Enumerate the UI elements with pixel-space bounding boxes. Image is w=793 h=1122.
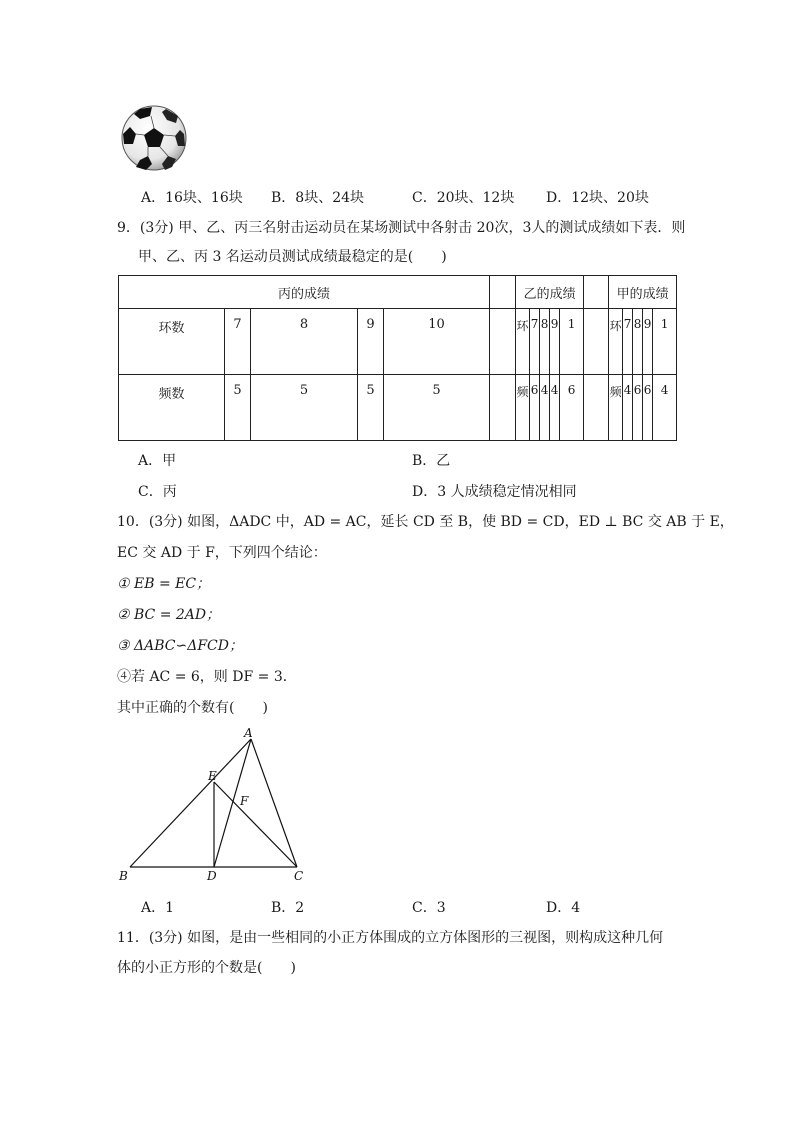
q9-option-c: C．丙 bbox=[138, 484, 177, 500]
yi-freq: 4 bbox=[540, 375, 550, 441]
freq-label: 频数 bbox=[119, 375, 225, 441]
jia-ring: 8 bbox=[633, 309, 643, 375]
q9-option-a: A．甲 bbox=[138, 453, 177, 469]
jia-freq-label: 频 bbox=[609, 375, 623, 441]
q9-option-d: D．3 人成绩稳定情况相同 bbox=[412, 484, 577, 500]
ring-label: 环数 bbox=[119, 309, 225, 375]
bing-freq: 5 bbox=[384, 375, 490, 441]
jia-freq: 4 bbox=[623, 375, 633, 441]
q10-option-c: C．3 bbox=[412, 900, 446, 916]
table-spacer bbox=[584, 276, 609, 309]
yi-header: 乙的成绩 bbox=[516, 276, 584, 309]
table-spacer bbox=[490, 309, 516, 375]
label-f: F bbox=[240, 794, 249, 808]
yi-freq: 6 bbox=[530, 375, 540, 441]
q10-option-d: D．4 bbox=[546, 900, 581, 916]
q10-conclusion-4: ④若 AC = 6，则 DF = 3． bbox=[117, 669, 297, 685]
label-b: B bbox=[119, 869, 128, 883]
table-spacer bbox=[490, 276, 516, 309]
q10-conclusion-2: ② BC = 2AD； bbox=[117, 607, 221, 623]
q10-question: 其中正确的个数有( ) bbox=[117, 700, 268, 716]
jia-freq: 6 bbox=[643, 375, 653, 441]
jia-freq: 4 bbox=[653, 375, 677, 441]
q9-stem-line2: 甲、乙、丙 3 名运动员测试成绩最稳定的是( ) bbox=[138, 249, 447, 265]
q11-stem-line1: 11．(3分) 如图，是由一些相同的小正方体围成的立方体图形的三视图，则构成这种几何 bbox=[117, 930, 664, 946]
table-spacer bbox=[584, 375, 609, 441]
q11-stem-line2: 体的小正方形的个数是( ) bbox=[117, 960, 296, 976]
bing-ring: 7 bbox=[225, 309, 251, 375]
yi-ring-label: 环 bbox=[516, 309, 530, 375]
q10-stem-line2: EC 交 AD 于 F，下列四个结论： bbox=[117, 545, 327, 561]
yi-freq-label: 频 bbox=[516, 375, 530, 441]
bing-freq: 5 bbox=[251, 375, 358, 441]
q10-conclusion-3: ③ ΔABC∽ΔFCD； bbox=[117, 638, 243, 654]
label-c: C bbox=[294, 869, 304, 883]
table-spacer bbox=[584, 309, 609, 375]
label-a: A bbox=[244, 726, 253, 740]
yi-freq: 6 bbox=[560, 375, 584, 441]
jia-freq: 6 bbox=[633, 375, 643, 441]
yi-freq: 4 bbox=[550, 375, 560, 441]
table-spacer bbox=[490, 375, 516, 441]
bing-ring: 8 bbox=[251, 309, 358, 375]
yi-ring: 8 bbox=[540, 309, 550, 375]
yi-ring: 7 bbox=[530, 309, 540, 375]
q10-conclusion-1: ① EB = EC； bbox=[117, 576, 211, 592]
q10-option-b: B．2 bbox=[271, 900, 305, 916]
bing-freq: 5 bbox=[225, 375, 251, 441]
label-e: E bbox=[208, 769, 217, 783]
q10-triangle-figure bbox=[110, 722, 330, 888]
q9-option-b: B．乙 bbox=[412, 453, 451, 469]
q8-option-c: C．20块、12块 bbox=[412, 190, 515, 206]
q8-option-d: D．12块、20块 bbox=[546, 190, 649, 206]
q9-stem-line1: 9．(3分) 甲、乙、丙三名射击运动员在某场测试中各射击 20次，3人的测试成绩如下表．则 bbox=[117, 220, 686, 236]
q9-score-table bbox=[118, 275, 677, 441]
yi-ring: 1 bbox=[560, 309, 584, 375]
jia-ring: 7 bbox=[623, 309, 633, 375]
soccer-ball-image bbox=[120, 104, 188, 172]
jia-ring: 1 bbox=[653, 309, 677, 375]
label-d: D bbox=[207, 869, 217, 883]
q10-stem-line1: 10．(3分) 如图，ΔADC 中，AD = AC，延长 CD 至 B，使 BD = CD，ED ⊥ BC 交 AB 于 E， bbox=[117, 514, 734, 530]
q10-option-a: A．1 bbox=[141, 900, 175, 916]
q8-option-a: A．16块、16块 bbox=[141, 190, 243, 206]
bing-freq: 5 bbox=[358, 375, 384, 441]
yi-ring: 9 bbox=[550, 309, 560, 375]
bing-header: 丙的成绩 bbox=[119, 276, 490, 309]
bing-ring: 9 bbox=[358, 309, 384, 375]
jia-ring: 9 bbox=[643, 309, 653, 375]
jia-header: 甲的成绩 bbox=[609, 276, 677, 309]
jia-ring-label: 环 bbox=[609, 309, 623, 375]
bing-ring: 10 bbox=[384, 309, 490, 375]
q8-option-b: B．8块、24块 bbox=[271, 190, 365, 206]
